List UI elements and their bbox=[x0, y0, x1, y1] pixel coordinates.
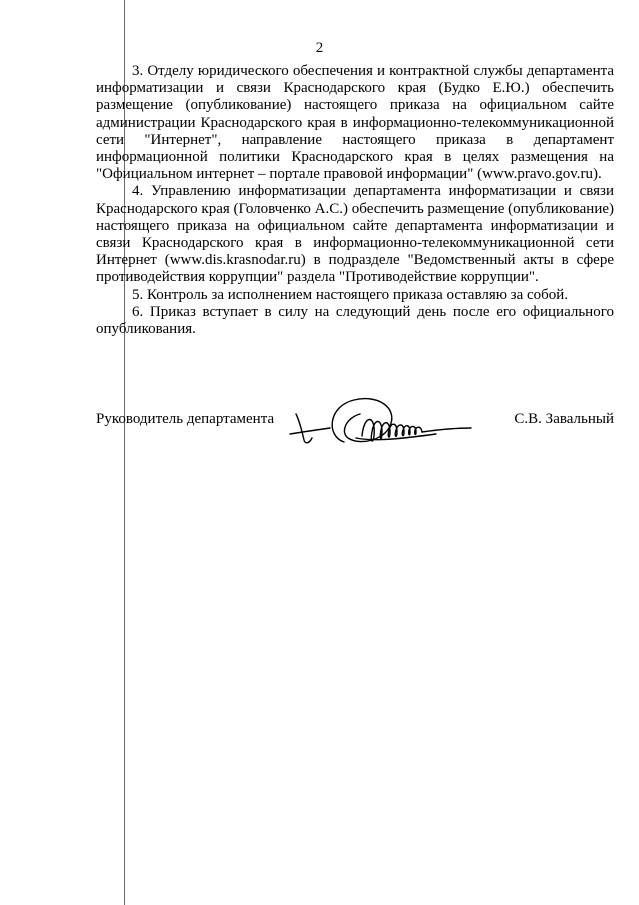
signatory-position: Руководитель департамента bbox=[96, 411, 275, 427]
paragraph-5: 5. Контроль за исполнением настоящего приказа оставляю за собой. bbox=[132, 286, 569, 303]
signature-block bbox=[96, 410, 614, 470]
page-number: 2 bbox=[315, 40, 324, 56]
paragraph-4: 4. Управлению информатизации департамента информатизации и связи Краснодарского края (Головченко А.С.) обеспечить размещение (опубликование) настоящего приказа на официальном сайте департамента информатизации и связи Краснодарского края в информационно-телекоммуникационной сети Интернет (www.dis.krasnodar.ru) в подразделе "Ведомственный акты в сфере противодействия коррупции" раздела "Противодействие коррупции". bbox=[96, 183, 614, 286]
paragraph-6: 6. Приказ вступает в силу на следующий день после его официального опубликования. bbox=[96, 303, 614, 338]
paragraph-3: 3. Отделу юридического обеспечения и контрактной службы департамента информатизации и связи Краснодарского края (Будко Е.Ю.) обеспечить размещение (опубликование) настоящего приказа на официальном сайте администрации Краснодарского края в информационно-телекоммуникационной сети "Интернет", направление настоящего приказа в департамент информационной политики Краснодарского края в целях размещения на "Официальном интернет – портале правовой информации" (www.pravo.gov.ru). bbox=[96, 63, 614, 183]
handwritten-signature bbox=[286, 392, 476, 467]
document-body bbox=[96, 63, 614, 338]
signatory-name: С.В. Завальный bbox=[514, 411, 614, 427]
